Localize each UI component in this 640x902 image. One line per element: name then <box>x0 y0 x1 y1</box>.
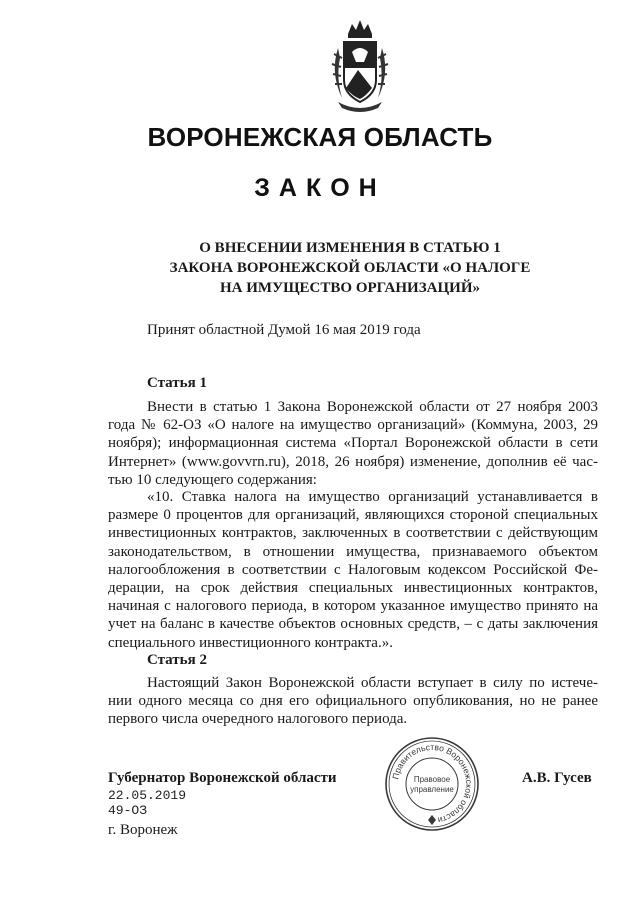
article-2-paragraph <box>108 674 598 729</box>
region-name: ВОРОНЕЖСКАЯ ОБЛАСТЬ <box>147 122 493 152</box>
text-line: дерации, на срок действия специальных инвестиционных контрактов, <box>108 580 598 597</box>
text-line: нии одного месяца со дня его официального опубликования, но не ранее <box>108 693 598 710</box>
signing-city: г. Воронеж <box>108 822 178 838</box>
stamp-ring-text: Правительство Воронежской области <box>390 741 475 826</box>
text-line: «10. Ставка налога на имущество организаций устанавливается в <box>147 489 598 505</box>
stamp-star-icon <box>428 815 436 825</box>
text-line: учет на баланс в качестве объектов основных средств, – с даты заключения <box>108 616 598 633</box>
text-line: Внести в статью 1 Закона Воронежской области от 27 ноября 2003 <box>147 399 598 415</box>
law-title-line: ЗАКОНА ВОРОНЕЖСКОЙ ОБЛАСТИ «О НАЛОГЕ <box>169 260 531 276</box>
text-line: Интернет» (www.govvrn.ru), 2018, 26 ноября) изменение, дополнив её час- <box>108 453 598 470</box>
stamp-center-line: Правовое <box>413 775 451 784</box>
adoption-date: Принят областной Думой 16 мая 2019 года <box>147 322 421 338</box>
law-title <box>100 238 600 298</box>
text-line: тью 10 следующего содержания: <box>108 471 317 488</box>
article-1-paragraph-2 <box>108 488 598 652</box>
text-line: законодательством, в отношении имущества, признаваемого объектом <box>108 543 598 560</box>
document-type: ЗАКОН <box>254 174 386 202</box>
law-title-line: НА ИМУЩЕСТВО ОРГАНИЗАЦИЙ» <box>220 280 480 296</box>
signer-name: А.В. Гусев <box>522 770 592 786</box>
text-line: ноября); информационная система «Портал Воронежской области в сети <box>108 435 598 452</box>
signature-date: 22.05.2019 <box>108 788 187 803</box>
law-number: 49-ОЗ <box>108 803 148 818</box>
signer-position: Губернатор Воронежской области <box>108 770 337 786</box>
article-1-paragraph-1 <box>108 398 598 489</box>
article-1-heading: Статья 1 <box>147 375 207 391</box>
text-line: специального инвестиционного контракта.». <box>108 634 393 651</box>
text-line: инвестиционных контрактов, заключенных в соответствии с действующим <box>108 525 598 542</box>
text-line: первого числа очередного налогового периода. <box>108 711 408 728</box>
official-stamp <box>384 736 480 832</box>
text-line: начиная с налогового периода, в котором указанное имущество принято на <box>108 598 598 615</box>
article-2-heading: Статья 2 <box>147 652 207 668</box>
law-title-line: О ВНЕСЕНИИ ИЗМЕНЕНИЯ В СТАТЬЮ 1 <box>199 240 501 256</box>
coat-of-arms-emblem <box>326 18 394 114</box>
text-line: года № 62-ОЗ «О налоге на имущество организаций» (Коммуна, 2003, 29 <box>108 417 598 434</box>
text-line: Настоящий Закон Воронежской области вступает в силу по истече- <box>147 675 598 691</box>
stamp-center-line: управление <box>410 785 454 794</box>
text-line: налогообложения в соответствии с Налоговым кодексом Российской Фе- <box>108 561 598 578</box>
text-line: размере 0 процентов для организаций, являющихся стороной специальных <box>108 507 598 524</box>
